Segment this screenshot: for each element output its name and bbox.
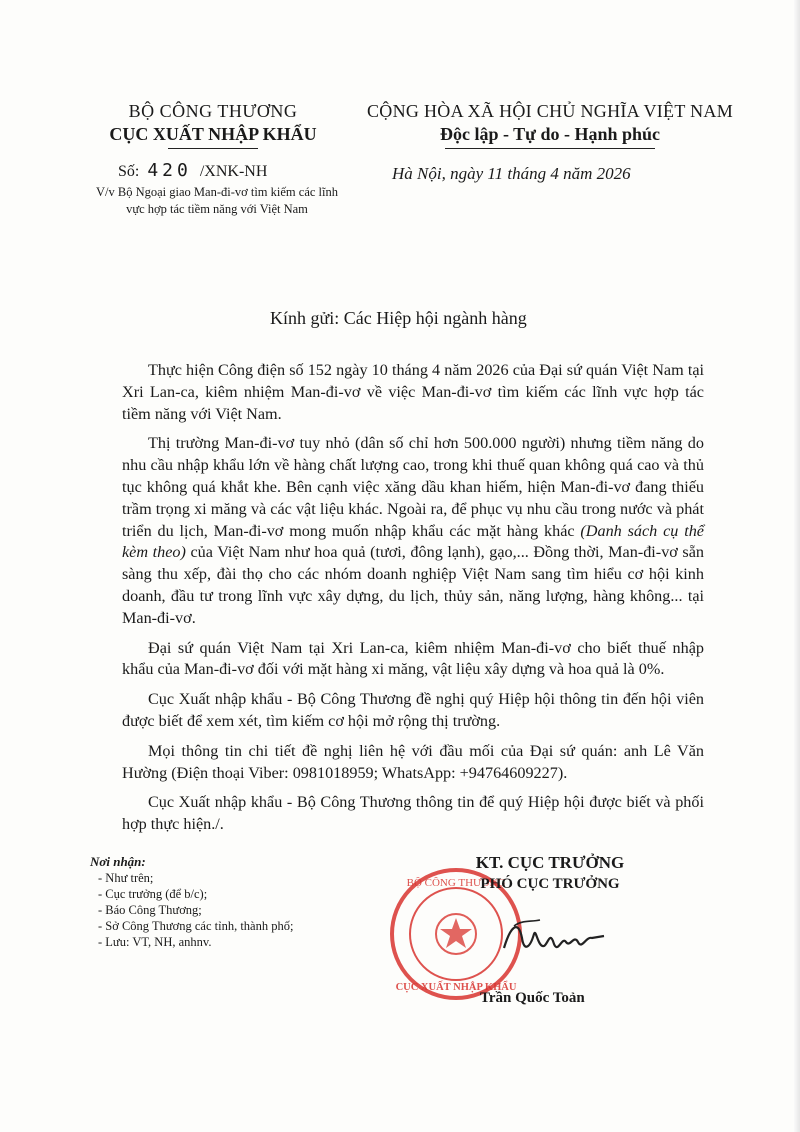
issue-date: Hà Nội, ngày 11 tháng 4 năm 2026 <box>392 164 631 183</box>
body-paragraph <box>122 433 704 629</box>
distribution-item: - Báo Công Thương; <box>98 903 202 917</box>
national-title-block <box>330 100 770 149</box>
distribution-item: - Lưu: VT, NH, anhnv. <box>98 935 212 949</box>
motto-underline <box>445 148 655 149</box>
national-motto: Độc lập - Tự do - Hạnh phúc <box>439 124 661 144</box>
body-text: Thị trường Man-đi-vơ tuy nhỏ (dân số chỉ hơn 500.000 người) nhưng tiềm năng do nhu cầu nhập khẩu lớn về hàng chất lượng cao, trong khi thuế quan không quá cao và thủ tục không quá khắt khe. Bên cạnh việc xăng dầu khan hiếm, hiện Man-đi-vơ đang thiếu trầm trọng xi măng và các vật liệu khác. Ngoài ra, để phục vụ nhu cầu trong nước và phát triển du lịch, Man-đi-vơ mong muốn nhập khẩu các mặt hàng khác <box>122 434 704 540</box>
attachment-note: (Danh sách cụ thể kèm theo) <box>122 521 704 562</box>
distribution-item: - Sở Công Thương các tỉnh, thành phố; <box>98 919 294 933</box>
issuer-block <box>88 100 338 149</box>
reference-digits: 420 <box>147 160 192 181</box>
issuer-underline <box>168 148 258 149</box>
body-text: của Việt Nam như hoa quả (tươi, đông lạnh), gạo,... Đồng thời, Man-đi-vơ sẵn sàng thu xếp, đài thọ cho các nhóm doanh nghiệp Việt Nam sang tìm hiểu cơ hội kinh doanh, đầu tư trong lĩnh vực xây dựng, du lịch, thủy sản, năng lượng, hàng không... tại Man-đi-vơ. <box>122 543 704 627</box>
signature-block <box>440 852 660 894</box>
body-paragraph: Cục Xuất nhập khẩu - Bộ Công Thương thông tin để quý Hiệp hội được biết và phối hợp thực hiện./. <box>122 793 704 834</box>
reference-prefix: Số: <box>118 163 140 180</box>
handwritten-signature <box>500 908 610 973</box>
body-paragraph: Mọi thông tin chi tiết đề nghị liên hệ với đầu mối của Đại sứ quán: anh Lê Văn Hường (Điện thoại Viber: 0981018959; WhatsApp: +94764609227). <box>122 741 704 782</box>
reference-number <box>118 160 267 181</box>
subject-line: V/v Bộ Ngoại giao Man-đi-vơ tìm kiếm các lĩnh vực hợp tác tiềm năng với Việt Nam <box>96 185 338 216</box>
distribution-list <box>90 854 370 950</box>
reference-suffix: /XNK-NH <box>199 163 268 180</box>
issuing-department: CỤC XUẤT NHẬP KHẨU <box>109 124 317 144</box>
letter-body <box>122 360 704 844</box>
body-paragraph: Cục Xuất nhập khẩu - Bộ Công Thương đề nghị quý Hiệp hội thông tin đến hội viên được biết để xem xét, tìm kiếm cơ hội mở rộng thị trường. <box>122 690 704 730</box>
signer-name: Trần Quốc Toản <box>480 990 585 1006</box>
distribution-item: - Như trên; <box>98 871 154 885</box>
body-paragraph: Đại sứ quán Việt Nam tại Xri Lan-ca, kiêm nhiệm Man-đi-vơ cho biết thuế nhập khẩu của Man-đi-vơ đối với mặt hàng xi măng, vật liệu xây dựng và hoa quả là 0%. <box>122 638 704 679</box>
signer-authority: KT. CỤC TRƯỞNG <box>475 853 625 872</box>
signer-title: PHÓ CỤC TRƯỞNG <box>480 876 620 892</box>
svg-text:BỘ CÔNG THƯƠNG: BỘ CÔNG THƯƠNG <box>406 877 506 889</box>
body-paragraph: Thực hiện Công điện số 152 ngày 10 tháng 4 năm 2026 của Đại sứ quán Việt Nam tại Xri Lan-ca, kiêm nhiệm Man-đi-vơ về việc Man-đi-vơ tìm kiếm các lĩnh vực hợp tác tiềm năng với Việt Nam. <box>122 361 704 423</box>
parent-ministry: BỘ CÔNG THƯƠNG <box>128 101 298 121</box>
svg-text:CỤC XUẤT NHẬP KHẨU: CỤC XUẤT NHẬP KHẨU <box>395 982 517 993</box>
recipient-line: Kính gửi: Các Hiệp hội ngành hàng <box>270 308 527 328</box>
distribution-title: Nơi nhận: <box>90 854 146 869</box>
national-title: CỘNG HÒA XÃ HỘI CHỦ NGHĨA VIỆT NAM <box>366 101 734 121</box>
distribution-item: - Cục trưởng (để b/c); <box>98 887 208 901</box>
scan-edge <box>794 0 800 1132</box>
